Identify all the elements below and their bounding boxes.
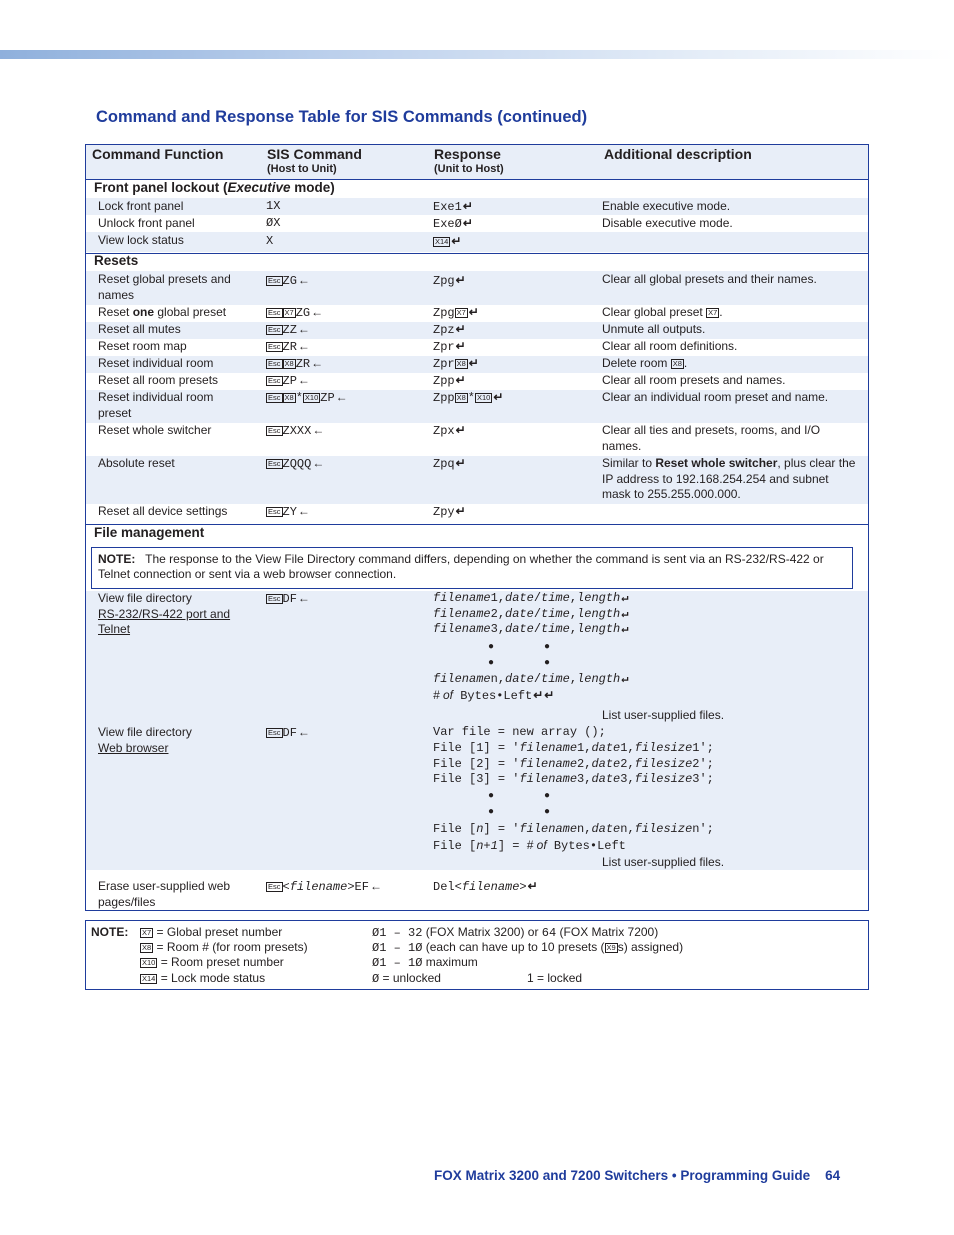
table-row: Reset one global preset Esc X7 ZG← Zpg X7 ↵ Clear global preset X7 . [98,305,723,320]
response-line: filenamen,date/time,length↵ [433,672,629,686]
table-row: Reset global presets and names Esc ZG← Zpg↵ Clear all global presets and their names. [86,271,868,305]
x7-variable-icon: X7 [456,308,466,317]
response-line: filename3,date/time,length↵ [433,622,629,636]
left-arrow-icon: ← [297,725,310,739]
escape-key-icon: Esc [268,728,281,737]
return-arrow-icon: ↵ [493,390,504,404]
return-arrow-icon: ↵ [544,688,555,702]
table-row: Reset all device settings Esc ZY← Zpy↵ [98,504,466,519]
page-number: 64 [825,1168,841,1183]
header-response-sub: (Unit to Host) [434,163,504,175]
response-line: File [3] = 'filename3,date3,filesize3'; [433,772,714,786]
response-line: File [n+1] = # of Bytes•Left [433,837,626,853]
return-arrow-icon: ↵ [455,373,466,387]
return-arrow-icon: ↵ [455,423,466,437]
x8-variable-icon: X8 [284,359,294,368]
escape-key-icon: Esc [268,426,281,435]
table-row: Reset individual room preset Esc X8 * X10 ZP← Zpp X8 * X10 ↵ Clear an individual room preset and name. [86,390,868,423]
ellipsis-dot: ● [488,806,495,817]
return-arrow-icon: ↵ [533,688,544,702]
left-arrow-icon: ← [297,273,310,287]
header-command-function: Command Function [92,146,224,162]
left-arrow-icon: ← [311,305,324,319]
x8-variable-icon: X8 [672,359,682,368]
response-line: # of Bytes•Left↵↵ [433,688,555,703]
table-row: Absolute reset Esc ZQQQ← Zpq↵ Similar to Reset whole switcher, plus clear the IP address to 192.168.254.254 and subnet mask to 255.255.000.000. [86,456,868,504]
return-arrow-icon: ↵ [462,199,473,213]
return-arrow-icon: ↵ [621,672,629,686]
escape-key-icon: Esc [268,359,281,368]
escape-key-icon: Esc [268,393,281,402]
header-gradient-bar [0,50,954,59]
x8-variable-icon: X8 [456,359,466,368]
left-arrow-icon: ← [297,322,310,336]
response-line: File [2] = 'filename2,date2,filesize2'; [433,756,714,771]
return-arrow-icon: ↵ [527,879,538,893]
ellipsis-dot: ● [544,790,551,801]
web-browser-link[interactable]: Web browser [98,740,169,755]
response-line: filename1,date/time,length↵ [433,591,629,605]
file-directory-note: NOTE: The response to the View File Directory command differs, depending on whether the command is sent via an RS-232/RS-422 or Telnet connection or sent via a web browser connection. [91,547,853,589]
return-arrow-icon: ↵ [455,322,466,336]
table-row: Reset whole switcher Esc ZXXX← Zpx↵ Clear all ties and presets, rooms, and I/O names. [98,423,821,453]
return-arrow-icon: ↵ [451,234,462,248]
divider [86,253,868,254]
return-arrow-icon: ↵ [455,339,466,353]
x7-variable-icon: X7 [708,308,718,317]
left-arrow-icon: ← [297,504,310,518]
escape-key-icon: Esc [268,459,281,468]
left-arrow-icon: ← [297,373,310,387]
section-file-management: File management [94,525,205,540]
variables-note: NOTE: X7 = Global preset number X8 = Room # (for room presets) X10 = Room preset number X14 = Lock mode status Ø1 – 32 (FOX Matrix 3200) or 64 (FOX Matrix 7200) Ø1 – 1Ø (each can have up to 10 presets ( X9 s) assigned) Ø1 – 1Ø maximum Ø = unlocked 1 = locked [85,920,869,990]
return-arrow-icon: ↵ [621,606,629,621]
x8-variable-icon: X8 [284,393,294,402]
x8-variable-icon: X8 [456,393,466,402]
response-line: File [n] = 'filenamen,daten,filesizen'; [433,822,714,836]
x14-variable-icon: X14 [142,974,156,983]
table-row: Reset all room presets Esc ZP← Zpp↵ Clear all room presets and names. [98,373,786,388]
x10-variable-icon: X10 [142,958,156,967]
escape-key-icon: Esc [268,882,281,891]
page-title: Command and Response Table for SIS Commands (continued) [96,108,588,126]
page-footer [434,1168,840,1183]
x14-variable-icon: X14 [435,237,449,246]
escape-key-icon: Esc [268,308,281,317]
table-row: Lock front panel 1X Exe1↵ Enable executive mode. [86,198,868,215]
x8-variable-icon: X8 [142,943,152,952]
x7-variable-icon: X7 [142,928,152,937]
left-arrow-icon: ← [369,879,382,893]
ellipsis-dot: ● [488,641,495,652]
table-row: Erase user-supplied web pages/files Esc <filename>EF← Del<filename>↵ [98,879,538,909]
return-arrow-icon: ↵ [455,273,466,287]
escape-key-icon: Esc [268,342,281,351]
return-arrow-icon: ↵ [462,216,473,230]
left-arrow-icon: ← [335,390,348,404]
escape-key-icon: Esc [268,594,281,603]
left-arrow-icon: ← [297,339,310,353]
ellipsis-dot: ● [544,657,551,668]
ellipsis-dot: ● [488,790,495,801]
escape-key-icon: Esc [268,376,281,385]
table-row: Reset room map Esc ZR← Zpr↵ Clear all room definitions. [98,339,738,354]
ellipsis-dot: ● [544,641,551,652]
header-response: Response (Unit to Host) [434,146,504,175]
table-row: View lock status X X14 ↵ [86,232,868,252]
return-arrow-icon: ↵ [621,591,629,605]
footer-title: FOX Matrix 3200 and 7200 Switchers • Programming Guide [434,1168,811,1183]
return-arrow-icon: ↵ [468,305,479,319]
left-arrow-icon: ← [312,456,325,470]
left-arrow-icon: ← [311,356,324,370]
return-arrow-icon: ↵ [468,356,479,370]
rs232-telnet-link[interactable]: RS-232/RS-422 port and Telnet [98,606,231,636]
table-header [86,145,868,180]
ellipsis-dot: ● [488,657,495,668]
response-line: Var file = new array (); [433,725,606,739]
header-additional-description: Additional description [604,146,752,162]
table-row: Unlock front panel ØX ExeØ↵ Disable executive mode. [98,216,733,231]
response-line: filename2,date/time,length↵ [433,606,629,621]
return-arrow-icon: ↵ [455,456,466,470]
header-sis-sub: (Host to Unit) [267,163,337,175]
x9-variable-icon: X9 [606,943,616,952]
left-arrow-icon: ← [297,591,310,605]
return-arrow-icon: ↵ [455,504,466,518]
return-arrow-icon: ↵ [621,622,629,636]
left-arrow-icon: ← [312,423,325,437]
x7-variable-icon: X7 [284,308,294,317]
response-line: File [1] = 'filename1,date1,filesize1'; [433,741,714,755]
section-resets: Resets [94,253,139,268]
command-table [85,144,869,911]
header-sis-command: SIS Command (Host to Unit) [267,146,362,175]
section-front-panel-lockout: Front panel lockout (Executive mode) [94,180,335,195]
x10-variable-icon: X10 [304,393,319,402]
x10-variable-icon: X10 [477,393,491,402]
table-row: Reset all mutes Esc ZZ← Zpz↵ Unmute all outputs. [86,322,868,339]
escape-key-icon: Esc [268,507,281,516]
table-row: Reset individual room Esc X8 ZR← Zpr X8 ↵ Delete room X8 . [86,356,868,373]
ellipsis-dot: ● [544,806,551,817]
escape-key-icon: Esc [268,276,281,285]
table-row-file-directory: View file directory RS-232/RS-422 port and Telnet Esc DF← filename1,date/time,length↵ filename2,date/time,length↵ filename3,date/time,length↵ ● ● ● ● filenamen,date/time,length↵ # of Bytes•Left↵↵ List user-supplied files. View file directory Web browser Esc DF← Var file = new array (); File [1] = 'filename1,date1,filesize1'; File [2] = 'filename2,date2,filesize2'; File [3] = 'filename3,date3,filesize3'; ● ● ● ● File [n] = 'filenamen,daten,filesizen'; File [n+1] = # of Bytes•Left List user-supplied files. [86,591,868,870]
escape-key-icon: Esc [268,325,281,334]
